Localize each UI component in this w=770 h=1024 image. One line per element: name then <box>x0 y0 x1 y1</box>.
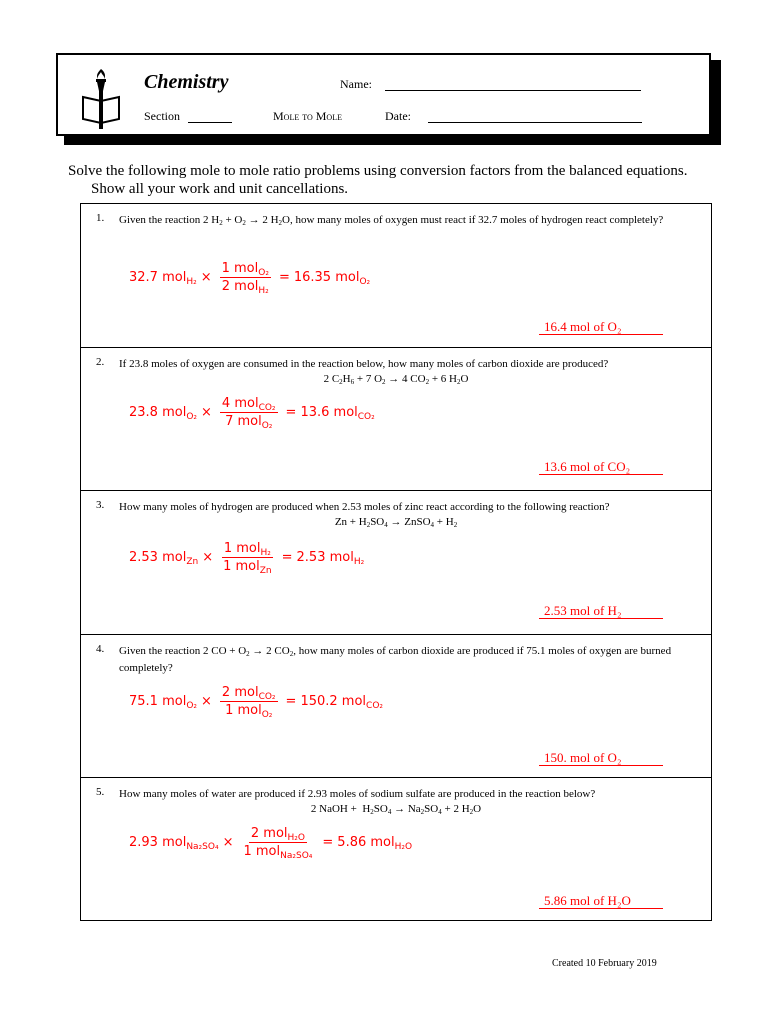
section-label: Section <box>144 109 180 123</box>
worksheet-header <box>56 53 711 136</box>
result-quantity-subscript: CO₂ <box>357 411 375 422</box>
given-quantity-subscript: O₂ <box>186 411 198 422</box>
denominator-quantity-subscript: H₂ <box>258 286 269 296</box>
final-answer <box>539 319 663 335</box>
balanced-equation: 2 $C_2H_6 + 7$ $O_2 \to 4$ $CO_2 + 6$ $H_2O$ <box>323 372 469 386</box>
given-quantity: 32.7 mol$_{H_2}$ <box>129 270 197 287</box>
final-answer <box>539 603 663 619</box>
numerator-quantity-subscript: CO₂ <box>258 691 276 702</box>
problem-text: How many moles of hydrogen are produced when 2.53 moles of zinc react according to the following reaction? <box>119 501 610 514</box>
conversion-factor <box>220 261 271 294</box>
denominator-quantity: 1 mol$_{O_2}$ <box>225 702 273 720</box>
numerator-quantity: 2 mol$_{CO_2}$ <box>221 684 276 702</box>
given-quantity-subscript: O₂ <box>186 700 198 711</box>
equals-sign: = <box>285 404 297 420</box>
problem-text: Given the reaction 2 CO + $O_2 \to 2$ $CO_2$, how many moles of carbon dioxide are produced if 75.1 moles of oxygen are burned completely? <box>119 644 672 674</box>
denominator-quantity: 7 mol$_{O_2}$ <box>225 413 273 431</box>
conversion-work <box>129 685 383 718</box>
conversion-factor <box>220 396 278 429</box>
factor-numerator <box>220 396 278 413</box>
numerator-quantity-subscript: CO₂ <box>258 402 276 413</box>
factor-denominator <box>241 843 314 862</box>
result-quantity-subscript: H₂O <box>394 842 413 853</box>
factor-denominator <box>221 558 274 577</box>
balanced-equation: 2 NaOH + $H_2SO_4 \to Na_2SO_4 + 2$ $H_2O$ <box>310 803 482 817</box>
times-sign: × <box>200 270 212 285</box>
times-sign: × <box>201 404 212 420</box>
given-quantity: 75.1 mol$_{O_2}$ <box>129 693 198 711</box>
factor-denominator <box>223 702 274 718</box>
factor-numerator <box>220 261 271 278</box>
denominator-quantity-subscript: O₂ <box>261 420 273 431</box>
date-field-line[interactable] <box>428 122 642 123</box>
denominator-quantity-subscript: O₂ <box>261 709 273 720</box>
problem-1 <box>81 204 711 348</box>
result-quantity: 5.86 mol$_{H_2O}$ <box>337 835 413 853</box>
name-field-line[interactable] <box>385 90 641 91</box>
problem-4 <box>81 635 711 779</box>
numerator-quantity-subscript: O₂ <box>258 268 269 278</box>
result-quantity: 16.35 mol$_{O_2}$ <box>293 270 371 287</box>
denominator-quantity: 1 mol$_{Na_2SO_4}$ <box>243 844 313 862</box>
numerator-quantity: 1 mol$_{H_2}$ <box>223 541 271 559</box>
final-answer <box>539 459 663 475</box>
given-quantity: 2.53 mol$_{Zn}$ <box>129 550 199 568</box>
problem-5 <box>81 778 711 922</box>
final-answer <box>539 750 663 766</box>
conversion-work <box>129 541 365 577</box>
numerator-quantity: 2 mol$_{H_2O}$ <box>250 826 305 844</box>
factor-denominator <box>223 413 274 429</box>
equals-sign: = <box>281 550 293 566</box>
given-quantity-subscript: H₂ <box>186 277 197 287</box>
conversion-work <box>129 396 375 429</box>
problem-text: Given the reaction 2 $H_2 + O_2 \to 2$ $H_2O$, how many moles of oxygen must react if 32.7 moles of hydrogen react completely? <box>119 214 664 227</box>
times-sign: × <box>201 693 212 709</box>
factor-denominator <box>220 278 271 294</box>
final-answer-text: 16.4 mol of O₂ <box>544 319 622 334</box>
final-answer-text: 150. mol of O₂ <box>544 749 622 765</box>
conversion-factor <box>241 826 314 862</box>
equals-sign: = <box>285 693 297 709</box>
result-quantity-subscript: CO₂ <box>366 700 384 711</box>
numerator-quantity-subscript: H₂O <box>287 833 305 844</box>
topic-label: Mole to Mole <box>273 109 342 123</box>
conversion-factor <box>221 541 274 577</box>
name-label: Name: <box>340 77 372 91</box>
final-answer <box>539 893 663 909</box>
date-label: Date: <box>385 109 411 123</box>
instructions-line-2: Show all your work and unit cancellations. <box>91 181 349 197</box>
numerator-quantity-subscript: H₂ <box>260 548 271 559</box>
result-quantity: 150.2 mol$_{CO_2}$ <box>300 693 384 711</box>
problem-number: 4. <box>96 642 105 655</box>
given-quantity-subscript: Na₂SO₄ <box>186 842 219 853</box>
final-answer-text: 2.53 mol of H₂ <box>544 603 622 619</box>
problem-number: 5. <box>96 786 105 799</box>
torch-book-logo-icon <box>82 67 120 131</box>
problems-table <box>80 203 712 921</box>
result-quantity-subscript: O₂ <box>359 277 371 287</box>
problem-text: If 23.8 moles of oxygen are consumed in the reaction below, how many moles of carbon dioxide are produced? <box>119 357 609 370</box>
denominator-quantity: 2 mol$_{H_2}$ <box>221 279 269 296</box>
result-quantity: 13.6 mol$_{CO_2}$ <box>300 404 375 422</box>
problem-3 <box>81 491 711 635</box>
factor-numerator <box>222 541 273 558</box>
conversion-work <box>129 261 370 294</box>
numerator-quantity: 4 mol$_{CO_2}$ <box>221 395 276 413</box>
equals-sign: = <box>278 270 290 285</box>
problem-2 <box>81 348 711 492</box>
conversion-work <box>129 826 413 862</box>
instructions <box>68 162 718 198</box>
denominator-quantity-subscript: Zn <box>259 566 272 577</box>
denominator-quantity-subscript: Na₂SO₄ <box>280 851 313 862</box>
problem-number: 1. <box>96 212 105 224</box>
factor-numerator <box>220 685 278 702</box>
result-quantity-subscript: H₂ <box>353 557 365 568</box>
result-quantity: 2.53 mol$_{H_2}$ <box>296 550 365 568</box>
balanced-equation: $Zn + H_2SO_4$ → ZnSO$_4$ + $H_2$ <box>334 516 458 530</box>
problem-text: How many moles of water are produced if 2.93 moles of sodium sulfate are produced in the reaction below? <box>119 788 596 801</box>
factor-numerator <box>249 826 307 843</box>
equals-sign: = <box>322 835 334 851</box>
times-sign: × <box>222 835 234 851</box>
created-date: Created 10 February 2019 <box>552 958 657 969</box>
numerator-quantity: 1 mol$_{O_2}$ <box>221 261 269 278</box>
given-quantity: 2.93 mol$_{Na_2SO_4}$ <box>129 835 219 853</box>
conversion-factor <box>220 685 278 718</box>
instructions-line-1: Solve the following mole to mole ratio problems using conversion factors from the balanced equations. <box>68 163 688 179</box>
section-field-line[interactable] <box>188 122 232 123</box>
problem-number: 3. <box>96 499 105 512</box>
given-quantity-subscript: Zn <box>186 557 199 568</box>
problem-number: 2. <box>96 355 105 368</box>
given-quantity: 23.8 mol$_{O_2}$ <box>129 404 198 422</box>
final-answer-text: 5.86 mol of H₂O <box>544 893 631 909</box>
denominator-quantity: 1 mol$_{Zn}$ <box>223 559 272 577</box>
times-sign: × <box>202 550 214 566</box>
final-answer-text: 13.6 mol of CO₂ <box>544 458 631 474</box>
subject-title: Chemistry <box>144 71 229 93</box>
